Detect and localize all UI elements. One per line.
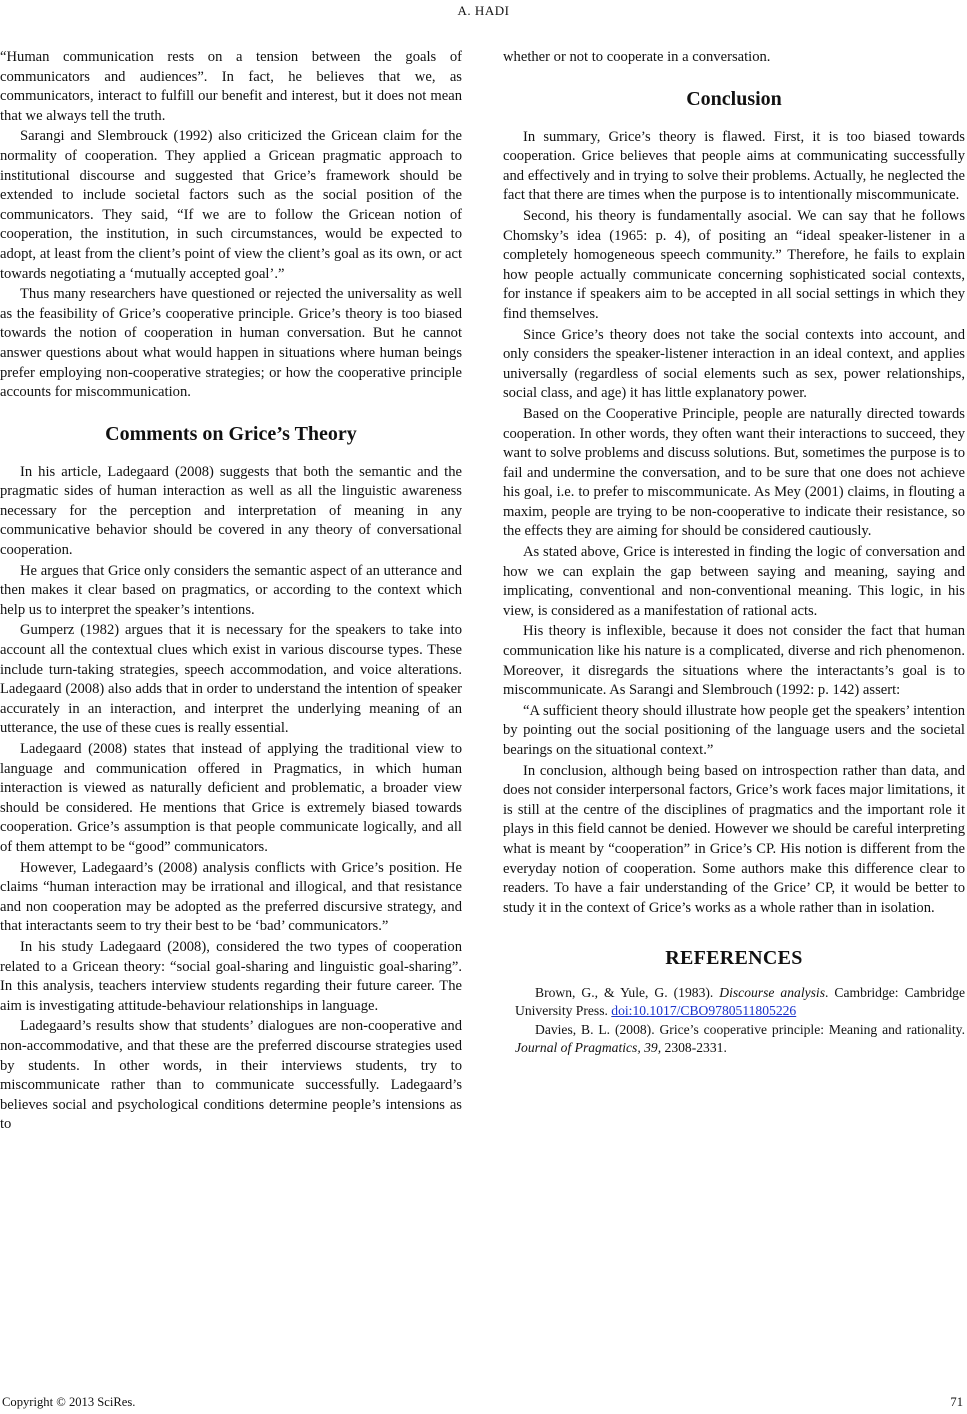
paragraph: He argues that Grice only considers the semantic aspect of an utterance and then makes it clear based on pragmatics, or according to the context which help us to interpret the speaker’s intentions. bbox=[0, 562, 462, 618]
running-head: A. HADI bbox=[457, 3, 510, 18]
paragraph: Thus many researchers have questioned or rejected the universality as well as the feasibility of Grice’s cooperative principle. Grice’s theory is too biased towards the notion of cooperation in human conversation. But he cannot answer questions about what would happen in situations where human beings prefer employing non-cooperative strategies; or how the cooperative principle accounts for miscommunication. bbox=[0, 286, 462, 401]
paragraph: In conclusion, although being based on introspection rather than data, and does not consider interpersonal factors, Grice’s work faces major limitations, it is still at the centre of the disciplines of pragmatics and the important role it plays in this field cannot be denied. However we should be careful interpreting what is meant by “cooperation” in Grice’s CP. His notion is different from the everyday notion of cooperation. Some authors make this difference clear to readers. To have a fair understanding of the Grice’ CP, it would be better to study it in the context of Grice’s works as a whole rather than in isolation. bbox=[503, 762, 965, 916]
section-heading-comments: Comments on Grice’s Theory bbox=[105, 422, 357, 445]
reference-item bbox=[503, 984, 965, 1020]
reference-publisher: . Cambridge: Cambridge University Press. bbox=[515, 985, 965, 1019]
page-number: 71 bbox=[950, 1395, 963, 1409]
paragraph: whether or not to cooperate in a conversation. bbox=[503, 49, 771, 65]
copyright-notice: Copyright © 2013 SciRes. bbox=[2, 1395, 136, 1409]
paragraph: Gumperz (1982) argues that it is necessary for the speakers to take into account all the contextual clues which exist in various discourse types. These include turn-taking strategies, speech accommodation, and voice alterations. Ladegaard (2008) also adds that in order to understand the intention of speaker accurately in an interaction, and interpret the underlying meaning of an utterance, the use of these cues is really essential. bbox=[0, 622, 462, 737]
right-column bbox=[503, 48, 965, 1057]
reference-journal: Journal of Pragmatics, 39, bbox=[515, 1040, 662, 1056]
reference-authors: Davies, B. L. (2008). Grice’s cooperative principle: Meaning and rationality. bbox=[535, 1022, 965, 1038]
paragraph: Based on the Cooperative Principle, people are naturally directed towards cooperation. In other words, they often want their interactions to succeed, they want to solve problems and discuss solutions. But, sometimes the purpose is to fail and undermine the conversation, and to be sure that one does not achieve his goal, i.e. to prefer to miscommunicate. As Mey (2001) claims, in flouting a maxim, people are trying to be non-cooperative to indicate their resistance, so the effects they are aiming for should be considered cautiously. bbox=[503, 405, 965, 540]
paragraph: In summary, Grice’s theory is flawed. First, it is too biased towards cooperation. Grice believes that people aims at communicating successfully and effectively and in trying to solve their problems. Actually, he neglected the fact that there are times when the purpose is to intentionally miscommunicate. bbox=[503, 128, 965, 204]
paragraph: “Human communication rests on a tension between the goals of communicators and audiences”. In fact, he believes that we, as communicators, interact to fulfill our benefit and interest, but it does not mean that we always tell the truth. bbox=[0, 49, 462, 124]
paragraph: In his study Ladegaard (2008), considered the two types of cooperation related to a Gricean theory: “social goal-sharing and linguistic goal-sharing”. In this analysis, teachers interview students regarding their future career. The aim is investigating attitude-behaviour relationships in language. bbox=[0, 938, 462, 1014]
reference-title: Discourse analysis bbox=[719, 985, 825, 1001]
left-column bbox=[0, 48, 462, 1135]
paragraph: In his article, Ladegaard (2008) suggests that both the semantic and the pragmatic sides of human interaction as well as all the linguistic awareness necessary for the perception and interpretation of meaning in any communicative behavior should be covered in any theory of conversational cooperation. bbox=[0, 463, 462, 559]
paragraph: His theory is inflexible, because it does not consider the fact that human communication like his nature is a complicated, diverse and rich phenomenon. Moreover, it disregards the situations where the interactants’s goal is to miscommunicate. As Sarangi and Slembrouch (1992: p. 142) assert: bbox=[503, 623, 965, 699]
reference-pages: 2308-2331. bbox=[661, 1040, 727, 1056]
references-heading: REFERENCES bbox=[665, 947, 803, 970]
doi-link[interactable]: doi:10.1017/CBO9780511805226 bbox=[611, 1003, 797, 1019]
paragraph: Second, his theory is fundamentally asocial. We can say that he follows Chomsky’s idea (1965: p. 4), of positing an “ideal speaker-listener in a completely homogeneous speech community.” Therefore, he fails to explain how people actually communicate concerning sophisticated social contexts, for instance if speakers aim to be accepted in all social settings in which they find themselves. bbox=[503, 207, 965, 322]
reference-authors: Brown, G., & Yule, G. (1983). bbox=[535, 985, 720, 1001]
paragraph: Since Grice’s theory does not take the social contexts into account, and only considers the speaker-listener interaction in an ideal context, and applies universally (regardless of social elements such as sex, power relationships, social class, and age) it has little explanatory power. bbox=[503, 326, 965, 402]
paragraph: As stated above, Grice is interested in finding the logic of conversation and how we can explain the gap between saying and meaning, saying and implicating, conventional and non-conventional meaning. This logic, in his view, is considered as a manifestation of rational acts. bbox=[503, 544, 965, 619]
reference-item bbox=[503, 1021, 965, 1057]
references-list bbox=[503, 984, 965, 1057]
section-heading-conclusion: Conclusion bbox=[686, 87, 782, 110]
paragraph: Ladegaard (2008) states that instead of applying the traditional view to language and communication offered in Pragmatics, in which human interaction is viewed as naturally deficient and problematic, a broader view should be considered. He mentions that Grice is extremely biased towards cooperation. Grice’s assumption is that people communicate logically, and all of them attempt to be “good” communicators. bbox=[0, 741, 462, 855]
paragraph: However, Ladegaard’s (2008) analysis conflicts with Grice’s position. He claims “human interaction may be irrational and illogical, and that resistance and non cooperation may be adopted as the preferred discursive strategy, and that interactants seem to try their best to be ‘bad’ communicators.” bbox=[0, 859, 462, 935]
block-quote: “A sufficient theory should illustrate how people get the speakers’ intention by pointing out the social positioning of the language users and the societal bearings on the situational context.” bbox=[503, 702, 965, 758]
paragraph: Ladegaard’s results show that students’ dialogues are non-cooperative and non-accommodative, and that these are the preferred discourse strategies used by students. In other words, in their interviews students, try to miscommunicate rather than to communicate successfully. Ladegaard’s believes social and psychological conditions determine people’s intensions as to bbox=[0, 1018, 462, 1133]
paragraph: Sarangi and Slembrouck (1992) also criticized the Gricean claim for the normality of cooperation. They applied a Gricean pragmatic approach to institutional discourse and suggested that Grice’s framework should be extended to include societal factors such as the social position of the communicators. They said, “If we are to follow the Gricean notion of cooperation, the institution, in such circumstances, would be expected to adopt, at least from the client’s point of view the client’s goal as its own, or act towards negotiating a ‘mutually accepted goal’.” bbox=[0, 128, 462, 282]
